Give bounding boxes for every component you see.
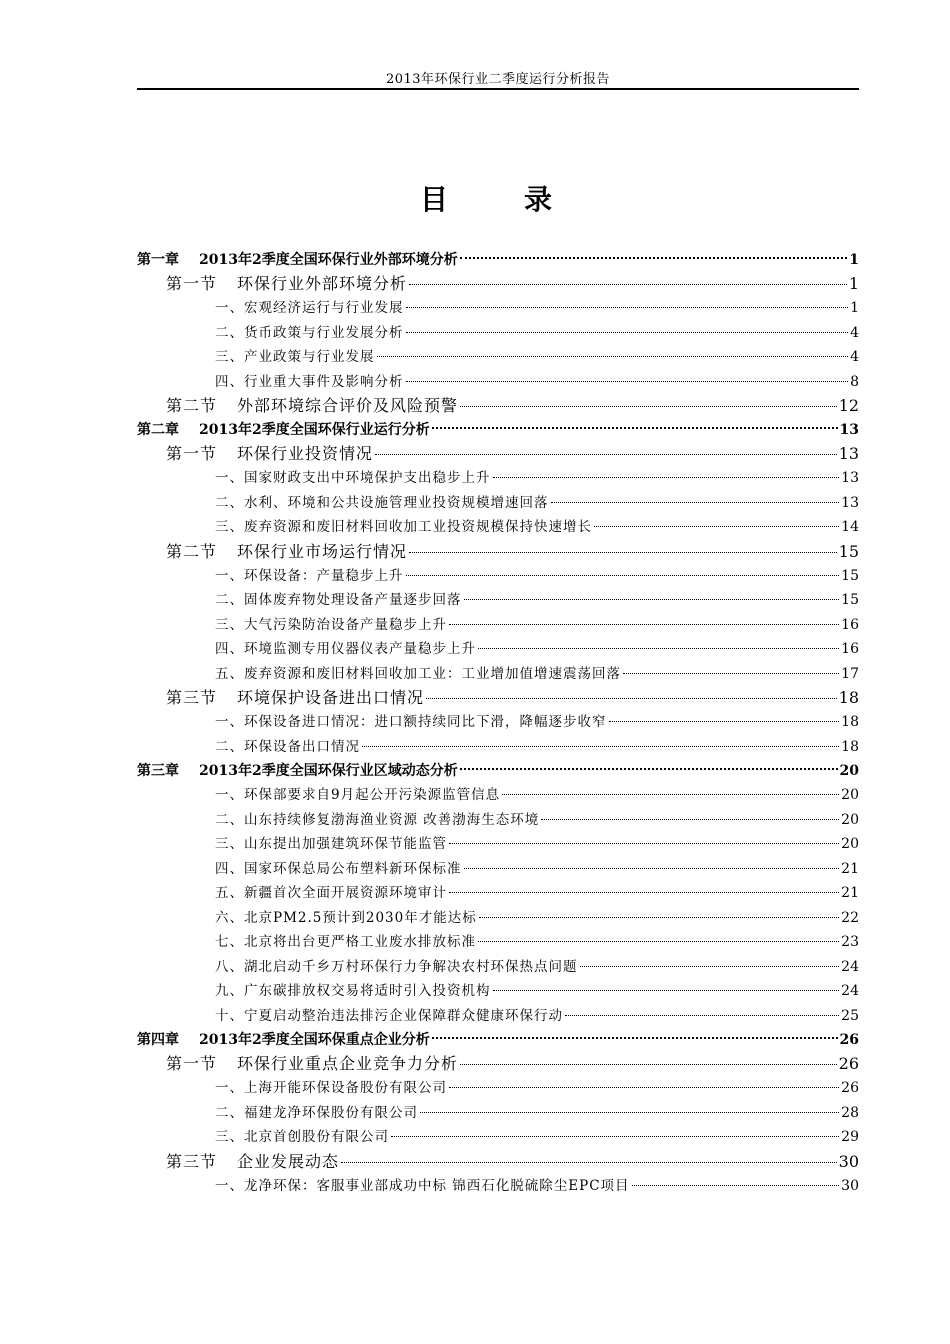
toc-page-number: 1 <box>850 300 859 316</box>
toc-subsection-entry[interactable] <box>137 735 859 760</box>
toc-leader-dots <box>362 746 839 747</box>
toc-subsection-entry[interactable] <box>137 662 859 687</box>
toc-entry-label <box>215 979 491 1004</box>
toc-page-number: 24 <box>841 958 859 975</box>
toc-entry-number: 第三章 <box>137 763 179 779</box>
toc-entry-label <box>215 321 404 346</box>
toc-page-number: 30 <box>841 1177 859 1194</box>
toc-page-number: 26 <box>841 1080 859 1096</box>
toc-subsection-entry[interactable] <box>137 1125 859 1150</box>
toc-page-number: 1 <box>849 252 859 268</box>
toc-page-number: 22 <box>841 909 859 926</box>
toc-entry-text: 四、行业重大事件及影响分析 <box>215 373 404 390</box>
toc-entry-label <box>166 272 407 296</box>
toc-page-number: 13 <box>841 470 859 486</box>
toc-subsection-entry[interactable] <box>137 588 859 613</box>
toc-entry-label <box>215 466 491 491</box>
toc-leader-dots <box>375 454 837 455</box>
toc-leader-dots <box>460 406 837 407</box>
toc-chapter-entry[interactable] <box>137 418 859 442</box>
toc-entry-label <box>137 759 458 783</box>
toc-entry-label <box>215 345 375 370</box>
toc-entry-label <box>215 370 404 395</box>
toc-leader-dots <box>406 381 849 382</box>
toc-subsection-entry[interactable] <box>137 637 859 662</box>
toc-page-number: 24 <box>841 983 859 999</box>
toc-page-number: 4 <box>850 349 859 365</box>
toc-entry-number: 第二节 <box>166 396 218 415</box>
toc-page-number: 1 <box>848 274 859 293</box>
toc-entry-text: 三、山东提出加强建筑环保节能监管 <box>215 836 447 852</box>
toc-entry-label <box>215 564 404 589</box>
toc-page-number: 16 <box>841 641 859 657</box>
toc-leader-dots <box>409 284 847 285</box>
toc-entry-text: 五、新疆首次全面开展资源环境审计 <box>215 885 447 901</box>
toc-entry-label <box>215 588 462 613</box>
page-header: 2013年环保行业二季度运行分析报告 <box>385 72 611 87</box>
toc-subsection-entry[interactable] <box>137 857 859 882</box>
toc-leader-dots <box>493 477 840 478</box>
toc-section-entry[interactable] <box>137 1150 859 1174</box>
toc-entry-text: 二、福建龙净环保股份有限公司 <box>215 1104 418 1121</box>
toc-leader-dots <box>341 1162 837 1163</box>
toc-entry-text: 五、废弃资源和废旧材料回收加工业：工业增加值增速震荡回落 <box>215 665 621 682</box>
toc-entry-text: 一、龙净环保：客服事业部成功中标 锦西石化脱硫除尘EPC项目 <box>215 1177 630 1194</box>
toc-entry-text: 十、宁夏启动整治违法排污企业保障群众健康环保行动 <box>215 1007 563 1024</box>
toc-subsection-entry[interactable] <box>137 1101 859 1126</box>
toc-entry-label <box>215 906 477 931</box>
toc-entry-label <box>215 955 578 980</box>
toc-subsection-entry[interactable] <box>137 1174 859 1199</box>
toc-leader-dots <box>565 1015 839 1016</box>
toc-entry-label <box>137 418 430 442</box>
toc-entry-label <box>215 832 447 857</box>
toc-entry-text: 二、货币政策与行业发展分析 <box>215 324 404 341</box>
toc-leader-dots <box>406 307 849 308</box>
toc-entry-text: 环保行业投资情况 <box>237 444 374 463</box>
toc-entry-text: 三、废弃资源和废旧材料回收加工业投资规模保持快速增长 <box>215 519 592 535</box>
toc-entry-label <box>215 1125 389 1150</box>
toc-entry-label <box>137 1028 430 1052</box>
toc-subsection-entry[interactable] <box>137 345 859 370</box>
toc-entry-label <box>215 735 360 760</box>
toc-entry-text: 二、固体废弃物处理设备产量逐步回落 <box>215 592 462 608</box>
toc-leader-dots <box>432 427 838 429</box>
toc-entry-number: 第一节 <box>166 274 218 293</box>
toc-entry-label <box>215 1174 630 1199</box>
toc-section-entry[interactable] <box>137 442 859 466</box>
toc-entry-label <box>166 540 407 564</box>
toc-page-number: 20 <box>841 836 859 852</box>
toc-page-number: 15 <box>841 592 859 608</box>
toc-entry-label <box>215 808 539 833</box>
toc-section-entry[interactable] <box>137 686 859 710</box>
toc-page-number: 12 <box>838 396 859 415</box>
toc-entry-label <box>215 613 447 638</box>
toc-leader-dots <box>377 356 849 357</box>
toc-leader-dots <box>460 1064 837 1065</box>
toc-leader-dots <box>632 1185 840 1186</box>
toc-page-number: 18 <box>838 688 859 707</box>
toc-entry-label <box>166 686 424 710</box>
toc-page-number: 17 <box>841 665 859 682</box>
toc-page-number: 13 <box>841 494 859 511</box>
toc-leader-dots <box>551 502 840 503</box>
toc-subsection-entry[interactable] <box>137 710 859 735</box>
toc-subsection-entry[interactable] <box>137 296 859 321</box>
toc-entry-number: 第一节 <box>166 444 218 463</box>
toc-entry-text: 2013年2季度全国环保重点企业分析 <box>199 1032 430 1048</box>
toc-chapter-entry[interactable] <box>137 248 859 272</box>
toc-leader-dots <box>580 966 840 967</box>
toc-entry-label <box>166 394 458 418</box>
toc-entry-number: 第二节 <box>166 541 218 561</box>
toc-entry-text: 二、山东持续修复渤海渔业资源 改善渤海生态环境 <box>215 811 540 828</box>
toc-entry-label <box>215 1076 447 1101</box>
toc-leader-dots <box>478 648 839 649</box>
toc-entry-text: 三、北京首创股份有限公司 <box>215 1129 389 1145</box>
toc-entry-text: 四、国家环保总局公布塑料新环保标准 <box>215 860 462 877</box>
table-of-contents <box>137 248 859 1198</box>
toc-entry-text: 2013年2季度全国环保行业外部环境分析 <box>199 252 458 268</box>
toc-page-number: 26 <box>838 1054 859 1073</box>
toc-entry-label <box>215 857 462 882</box>
toc-subsection-entry[interactable] <box>137 321 859 346</box>
toc-entry-text: 外部环境综合评价及风险预警 <box>237 396 459 415</box>
toc-page-number: 4 <box>850 324 859 341</box>
toc-subsection-entry[interactable] <box>137 881 859 906</box>
toc-leader-dots <box>464 868 840 869</box>
toc-entry-number: 第三节 <box>166 1151 218 1171</box>
toc-entry-text: 企业发展动态 <box>237 1151 340 1171</box>
toc-subsection-entry[interactable] <box>137 564 859 589</box>
toc-leader-dots <box>493 990 840 991</box>
toc-subsection-entry[interactable] <box>137 491 859 516</box>
toc-entry-label <box>215 881 447 906</box>
toc-entry-text: 环保行业重点企业竞争力分析 <box>237 1054 459 1073</box>
toc-entry-label <box>215 637 476 662</box>
toc-page-number: 15 <box>838 541 859 561</box>
toc-entry-label <box>215 710 607 735</box>
toc-entry-text: 六、北京PM2.5预计到2030年才能达标 <box>215 909 477 926</box>
toc-entry-text: 三、产业政策与行业发展 <box>215 349 375 365</box>
toc-leader-dots <box>478 941 839 942</box>
toc-section-entry[interactable] <box>137 272 859 296</box>
toc-page-number: 30 <box>838 1151 859 1171</box>
toc-page-number: 25 <box>841 1007 859 1024</box>
toc-page-number: 23 <box>841 934 859 950</box>
toc-leader-dots <box>464 599 840 600</box>
toc-subsection-entry[interactable] <box>137 808 859 833</box>
toc-subsection-entry[interactable] <box>137 832 859 857</box>
toc-leader-dots <box>609 721 840 722</box>
toc-page-number: 15 <box>841 567 859 584</box>
toc-entry-number: 第一节 <box>166 1054 218 1073</box>
toc-entry-text: 七、北京将出台更严格工业废水排放标准 <box>215 934 476 950</box>
toc-entry-number: 第二章 <box>137 422 179 438</box>
toc-leader-dots <box>406 332 849 333</box>
toc-entry-text: 环保行业外部环境分析 <box>237 274 408 293</box>
toc-subsection-entry[interactable] <box>137 979 859 1004</box>
toc-subsection-entry[interactable] <box>137 466 859 491</box>
toc-page-number: 26 <box>839 1032 859 1048</box>
toc-entry-text: 2013年2季度全国环保行业运行分析 <box>199 422 430 438</box>
toc-page-number: 18 <box>841 738 859 755</box>
toc-chapter-entry[interactable] <box>137 759 859 783</box>
toc-leader-dots <box>406 575 840 576</box>
toc-entry-text: 四、环境监测专用仪器仪表产量稳步上升 <box>215 641 476 657</box>
toc-page-number: 20 <box>841 787 859 803</box>
toc-entry-label <box>166 1052 458 1076</box>
header-rule <box>137 88 859 90</box>
toc-entry-text: 一、环保部要求自9月起公开污染源监管信息 <box>215 787 501 803</box>
toc-leader-dots <box>460 768 838 770</box>
toc-leader-dots <box>594 526 839 527</box>
toc-page-number: 21 <box>841 885 859 901</box>
toc-entry-text: 八、湖北启动千乡万村环保行力争解决农村环保热点问题 <box>215 958 578 975</box>
toc-entry-number: 第三节 <box>166 688 218 707</box>
toc-section-entry[interactable] <box>137 540 859 564</box>
toc-entry-text: 九、广东碳排放权交易将适时引入投资机构 <box>215 983 491 999</box>
toc-entry-label <box>166 442 373 466</box>
toc-page-number: 21 <box>841 860 859 877</box>
toc-entry-label <box>215 1004 563 1029</box>
toc-page-number: 8 <box>850 373 859 390</box>
toc-section-entry[interactable] <box>137 394 859 418</box>
toc-subsection-entry[interactable] <box>137 1004 859 1029</box>
toc-entry-text: 二、环保设备出口情况 <box>215 738 360 755</box>
toc-entry-label <box>215 296 404 321</box>
toc-page-number: 18 <box>841 714 859 730</box>
toc-page-number: 13 <box>838 444 859 463</box>
toc-entry-text: 一、宏观经济运行与行业发展 <box>215 300 404 316</box>
toc-page-number: 13 <box>839 422 859 438</box>
toc-section-entry[interactable] <box>137 1052 859 1076</box>
toc-entry-label <box>215 1101 418 1126</box>
toc-entry-label <box>215 783 500 808</box>
toc-entry-label <box>137 248 458 272</box>
toc-entry-text: 三、大气污染防治设备产量稳步上升 <box>215 616 447 633</box>
toc-entry-text: 2013年2季度全国环保行业区域动态分析 <box>199 763 458 779</box>
toc-entry-text: 环保行业市场运行情况 <box>237 541 408 561</box>
toc-entry-label <box>215 930 476 955</box>
toc-leader-dots <box>479 917 839 918</box>
toc-subsection-entry[interactable] <box>137 783 859 808</box>
toc-entry-text: 一、环保设备：产量稳步上升 <box>215 567 404 584</box>
toc-entry-text: 二、水利、环境和公共设施管理业投资规模增速回落 <box>215 494 549 511</box>
toc-leader-dots <box>541 819 839 820</box>
toc-leader-dots <box>420 1112 839 1113</box>
toc-title: 目 录 <box>419 183 576 216</box>
toc-leader-dots <box>426 698 837 699</box>
toc-page-number: 29 <box>841 1129 859 1145</box>
toc-leader-dots <box>391 1136 839 1137</box>
toc-leader-dots <box>409 552 837 553</box>
toc-leader-dots <box>460 257 848 259</box>
toc-entry-label <box>166 1150 339 1174</box>
toc-entry-label <box>215 662 621 687</box>
toc-subsection-entry[interactable] <box>137 370 859 395</box>
toc-subsection-entry[interactable] <box>137 930 859 955</box>
toc-entry-label <box>215 491 549 516</box>
toc-leader-dots <box>502 794 839 795</box>
toc-page-number: 16 <box>841 616 859 633</box>
toc-subsection-entry[interactable] <box>137 515 859 540</box>
toc-leader-dots <box>449 1087 839 1088</box>
toc-page-number: 20 <box>839 763 859 779</box>
toc-entry-text: 一、环保设备进口情况：进口额持续同比下滑，降幅逐步收窄 <box>215 714 607 730</box>
toc-subsection-entry[interactable] <box>137 906 859 931</box>
toc-entry-text: 一、上海开能环保设备股份有限公司 <box>215 1080 447 1096</box>
toc-chapter-entry[interactable] <box>137 1028 859 1052</box>
toc-leader-dots <box>449 624 839 625</box>
toc-page-number: 28 <box>841 1104 859 1121</box>
toc-page-number: 20 <box>841 811 859 828</box>
toc-entry-text: 一、国家财政支出中环境保护支出稳步上升 <box>215 470 491 486</box>
toc-leader-dots <box>623 673 839 674</box>
toc-subsection-entry[interactable] <box>137 955 859 980</box>
toc-entry-label <box>215 515 592 540</box>
toc-entry-text: 环境保护设备进出口情况 <box>237 688 425 707</box>
toc-leader-dots <box>449 843 839 844</box>
toc-subsection-entry[interactable] <box>137 1076 859 1101</box>
toc-subsection-entry[interactable] <box>137 613 859 638</box>
toc-leader-dots <box>432 1037 838 1039</box>
toc-entry-number: 第一章 <box>137 252 179 268</box>
toc-leader-dots <box>449 892 839 893</box>
toc-page-number: 14 <box>841 519 859 535</box>
toc-entry-number: 第四章 <box>137 1032 179 1048</box>
